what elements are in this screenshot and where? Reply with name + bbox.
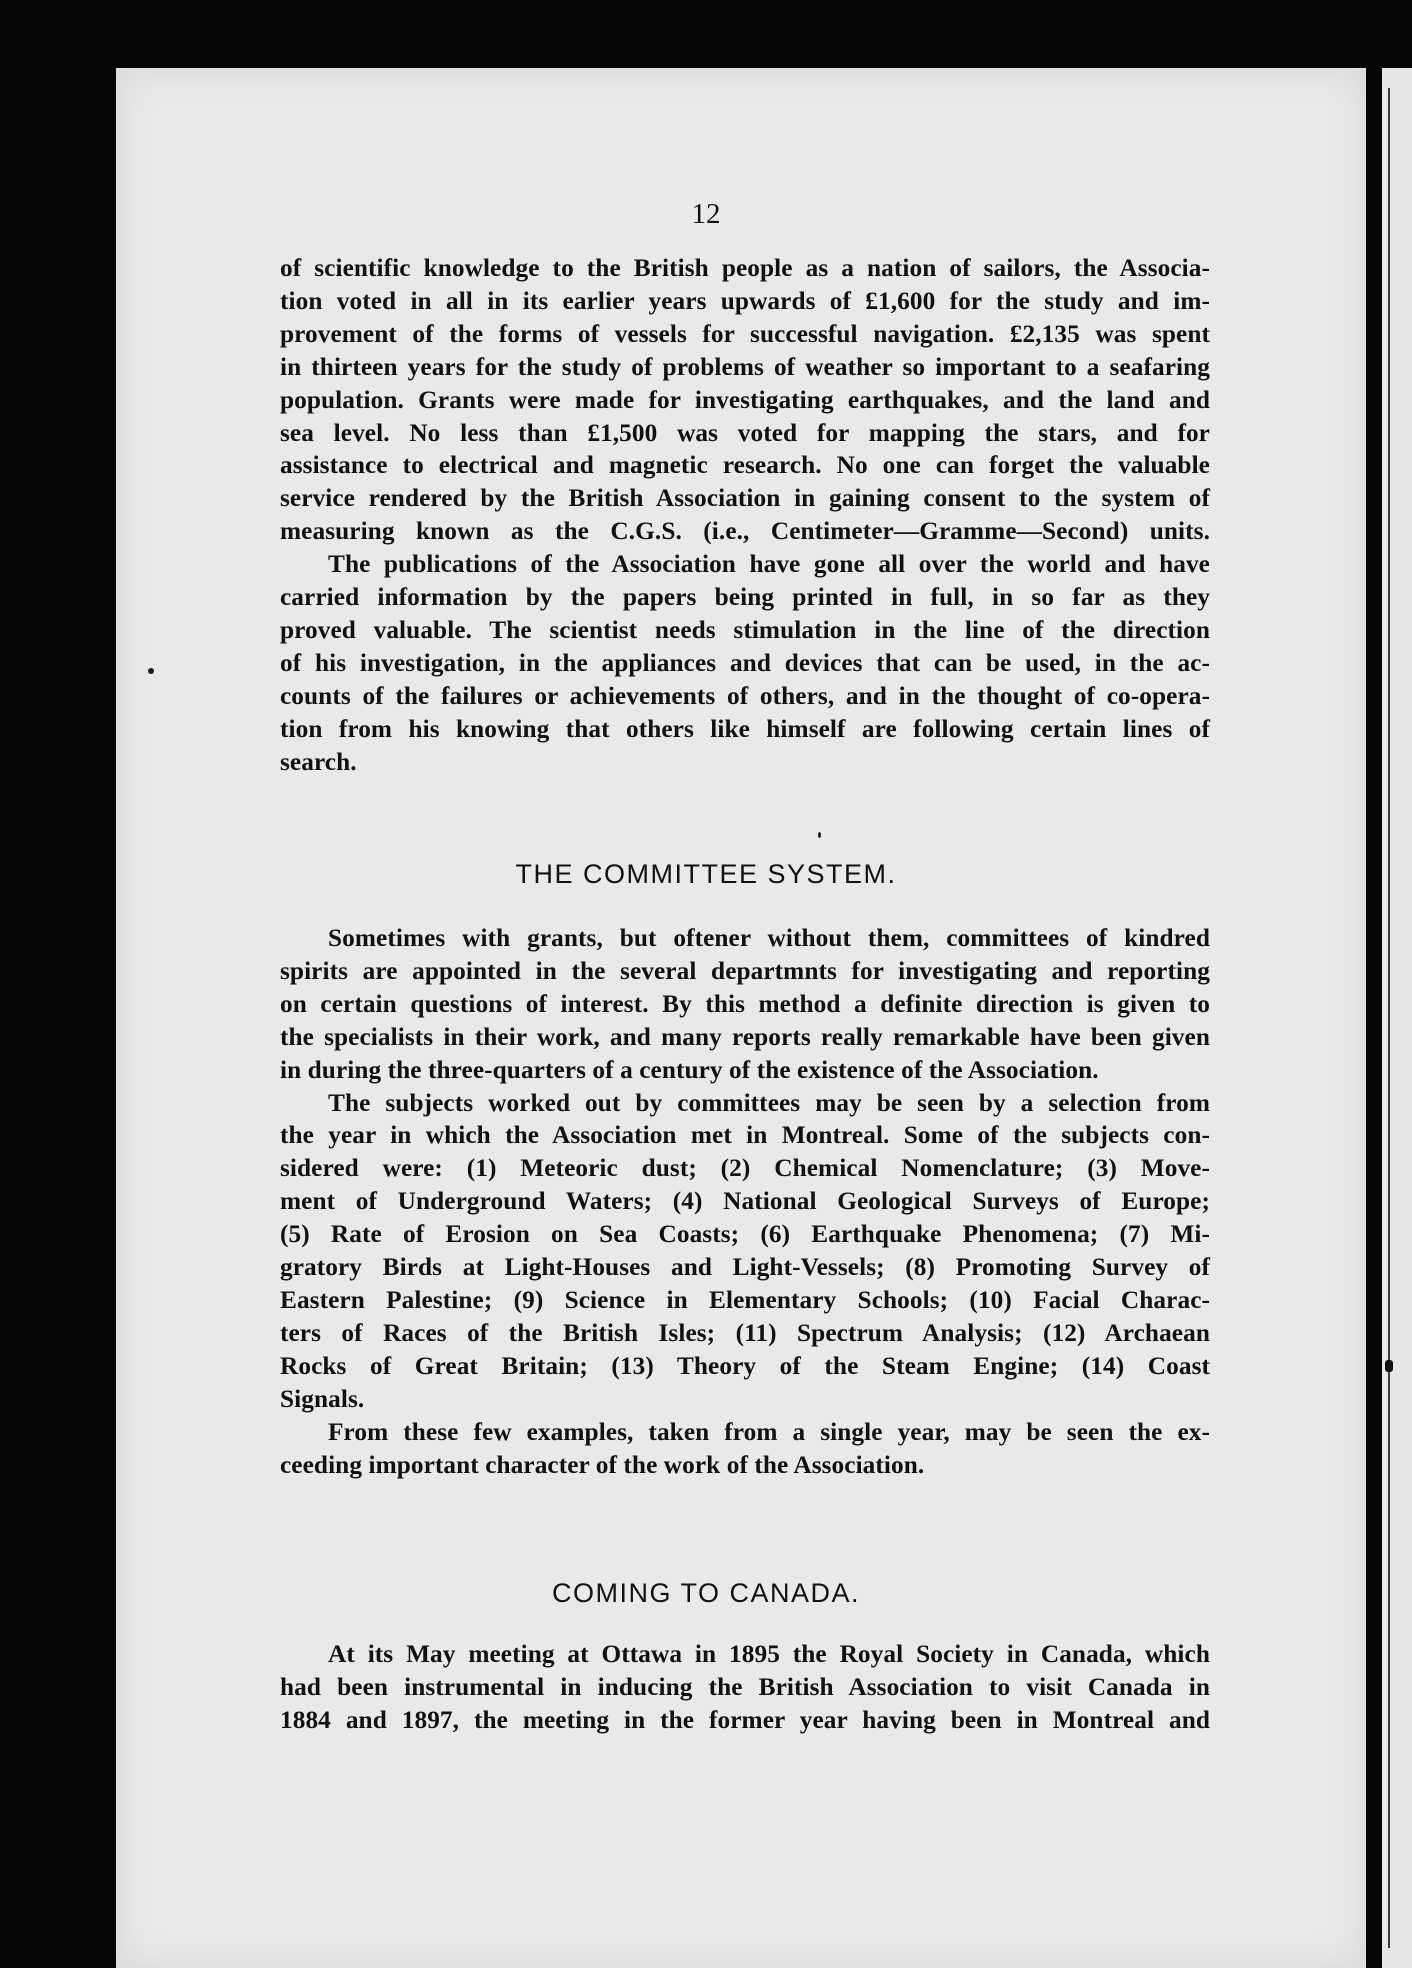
body-text-block-3 — [280, 1638, 1210, 1737]
body-text-block-2 — [280, 922, 1210, 1481]
text-line: the specialists in their work, and many reports really remarkable have been given — [280, 1022, 1210, 1051]
text-line: (5) Rate of Erosion on Sea Coasts; (6) Earthquake Phenomena; (7) Mi- — [280, 1220, 1210, 1249]
text-line: Signals. — [280, 1384, 365, 1413]
text-line: Eastern Palestine; (9) Science in Elementary Schools; (10) Facial Charac- — [280, 1285, 1210, 1314]
text-line: 1884 and 1897, the meeting in the former year having been in Montreal and — [280, 1705, 1210, 1734]
text-line: on certain questions of interest. By this method a definite direction is given to — [280, 989, 1210, 1018]
text-line: provement of the forms of vessels for successful navigation. £2,135 was spent — [280, 319, 1210, 348]
text-line: ters of Races of the British Isles; (11) Spectrum Analysis; (12) Archaean — [280, 1318, 1210, 1347]
text-line: sidered were: (1) Meteoric dust; (2) Chemical Nomenclature; (3) Move- — [280, 1154, 1210, 1183]
text-line: the year in which the Association met in Montreal. Some of the subjects con- — [280, 1121, 1210, 1150]
text-line: had been instrumental in inducing the British Association to visit Canada in — [280, 1672, 1210, 1701]
text-line: assistance to electrical and magnetic research. No one can forget the valuable — [280, 451, 1210, 480]
page-number: 12 — [691, 198, 721, 230]
text-line: counts of the failures or achievements of others, and in the thought of co-opera- — [280, 681, 1210, 710]
text-line: From these few examples, taken from a single year, may be seen the ex- — [328, 1417, 1210, 1446]
text-line: search. — [280, 747, 357, 776]
scan-speck — [148, 668, 154, 674]
text-line: of his investigation, in the appliances and devices that can be used, in the ac- — [280, 648, 1210, 677]
text-line: The publications of the Association have gone all over the world and have — [328, 550, 1210, 579]
section-heading-coming-to-canada: COMING TO CANADA. — [551, 1578, 861, 1608]
text-line: tion from his knowing that others like himself are following certain lines of — [280, 714, 1210, 743]
text-line: ment of Underground Waters; (4) National Geological Surveys of Europe; — [280, 1187, 1210, 1216]
text-line: service rendered by the British Association in gaining consent to the system of — [280, 484, 1210, 513]
text-line: At its May meeting at Ottawa in 1895 the Royal Society in Canada, which — [328, 1640, 1210, 1668]
text-line: ceeding important character of the work of the Association. — [280, 1450, 925, 1479]
text-line: spirits are appointed in the several departmnts for investigating and reporting — [280, 956, 1210, 985]
text-line: Rocks of Great Britain; (13) Theory of the Steam Engine; (14) Coast — [280, 1351, 1210, 1380]
text-line: of scientific knowledge to the British people as a nation of sailors, the Associa- — [280, 254, 1210, 282]
scan-speck — [818, 832, 821, 838]
text-line: sea level. No less than £1,500 was voted for mapping the stars, and for — [280, 418, 1210, 447]
text-line: proved valuable. The scientist needs stimulation in the line of the direction — [280, 615, 1210, 644]
gutter-mark — [1385, 1360, 1393, 1372]
text-line: gratory Birds at Light-Houses and Light-Vessels; (8) Promoting Survey of — [280, 1253, 1210, 1282]
text-line: in during the three-quarters of a century of the existence of the Association. — [280, 1055, 1099, 1084]
text-line: measuring known as the C.G.S. (i.e., Centimeter—Gramme—Second) units. — [280, 517, 1210, 546]
text-line: population. Grants were made for investigating earthquakes, and the land and — [280, 385, 1210, 414]
facing-page-edge — [1382, 68, 1412, 1968]
text-line: in thirteen years for the study of problems of weather so important to a seafaring — [280, 352, 1210, 381]
text-line: The subjects worked out by committees may be seen by a selection from — [328, 1088, 1210, 1117]
text-line: Sometimes with grants, but oftener without them, committees of kindred — [328, 924, 1210, 952]
body-text-block-1 — [280, 252, 1210, 779]
page-gutter-line — [1388, 88, 1390, 1948]
text-line: carried information by the papers being printed in full, in so far as they — [280, 583, 1210, 612]
text-line: tion voted in all in its earlier years upwards of £1,600 for the study and im- — [280, 286, 1210, 315]
section-heading-committee-system: THE COMMITTEE SYSTEM. — [515, 859, 897, 889]
